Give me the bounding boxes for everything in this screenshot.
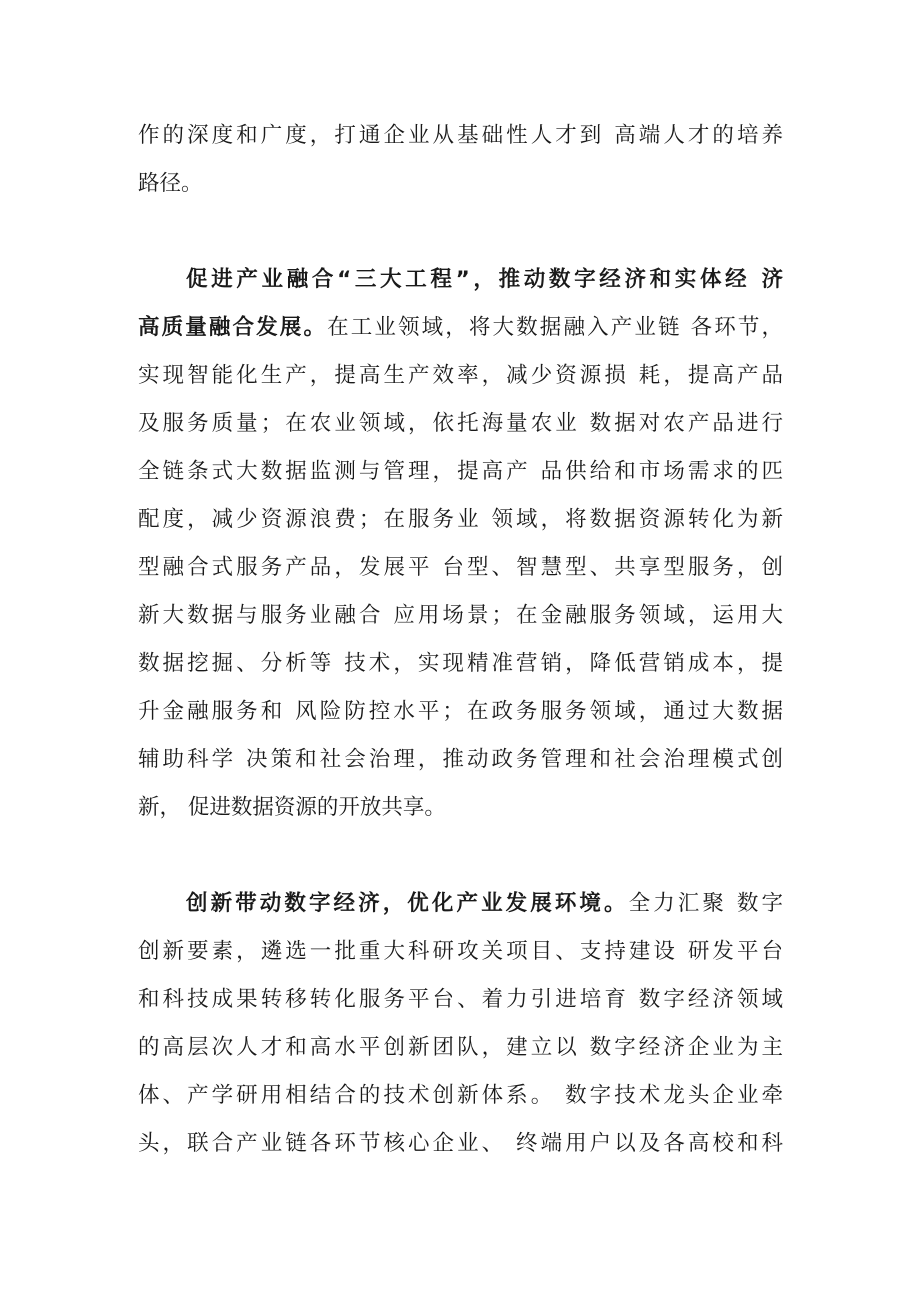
text-line: 新大数据与服务业融合 应用场景；在金融服务领域，运用大 [138, 603, 783, 628]
paragraph-heading: 创新带动数字经济，优化产业发展环境。 [186, 891, 629, 916]
text-line: 型融合式服务产品，发展平 台型、智慧型、共享型服务，创 [138, 555, 783, 580]
paragraph-1 [138, 112, 783, 208]
text-line: 路径。 [138, 171, 203, 196]
text-line: 配度，减少资源浪费；在服务业 领域，将数据资源转化为新 [138, 507, 783, 532]
text-line: 作的深度和广度，打通企业从基础性人才到 高端人才的培养 [138, 123, 783, 148]
text-line: 新， 促进数据资源的开放共享。 [138, 795, 446, 820]
paragraph-heading-continued: 高质量融合发展。 [138, 315, 328, 340]
paragraph-gap [138, 832, 783, 880]
text-line: 辅助科学 决策和社会治理，推动政务管理和社会治理模式创 [138, 747, 783, 772]
document-page [138, 112, 783, 1168]
text-line: 及服务质量；在农业领域，依托海量农业 数据对农产品进行 [138, 411, 783, 436]
text-line: 升金融服务和 风险防控水平；在政务服务领域，通过大数据 [138, 699, 783, 724]
text-line: 和科技成果转移转化服务平台、着力引进培育 数字经济领域 [138, 987, 783, 1012]
paragraph-2 [138, 256, 783, 832]
text-line: 头，联合产业链各环节核心企业、 终端用户以及各高校和科 [138, 1131, 783, 1156]
text-line [138, 304, 783, 352]
text-line: 体、产学研用相结合的技术创新体系。 数字技术龙头企业牵 [138, 1083, 783, 1108]
text-line: 数据挖掘、分析等 技术，实现精准营销，降低营销成本，提 [138, 651, 783, 676]
text-line: 创新要素，遴选一批重大科研攻关项目、支持建设 研发平台 [138, 939, 783, 964]
text-span: 全力汇聚 数字 [628, 891, 783, 916]
text-line: 全链条式大数据监测与管理，提高产 品供给和市场需求的匹 [138, 459, 783, 484]
paragraph-3 [138, 880, 783, 1168]
paragraph-heading: 促进产业融合“三大工程”，推动数字经济和实体经 济 [186, 267, 783, 292]
paragraph-gap [138, 208, 783, 256]
text-line: 实现智能化生产，提高生产效率，减少资源损 耗，提高产品 [138, 363, 783, 388]
text-line [138, 880, 783, 928]
text-line: 的高层次人才和高水平创新团队，建立以 数字经济企业为主 [138, 1035, 783, 1060]
text-span: 在工业领域，将大数据融入产业链 各环节， [327, 315, 783, 340]
